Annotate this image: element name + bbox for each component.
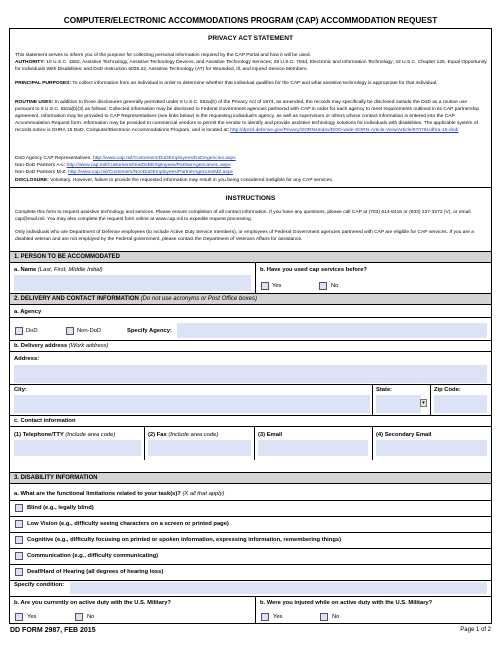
divider (10, 340, 491, 341)
rep-dod-link[interactable]: http://www.cap.mil/Customers/DoDEmployees/DoDAgencies.aspx (92, 156, 236, 161)
divider (372, 384, 373, 415)
divider (255, 596, 256, 624)
state-select[interactable] (376, 395, 421, 413)
injured-yes-label: Yes (273, 614, 283, 620)
telephone-field[interactable] (14, 440, 141, 456)
privacy-authority (15, 59, 487, 73)
section1-bar: 1. PERSON TO BE ACCOMMODATED (10, 251, 491, 263)
agency-nondod-label: Non-DoD (77, 328, 102, 334)
disclosure-text: Voluntary. However, failure to provide the requested information may result in you being considered ineligible for any CAP services. (50, 178, 334, 183)
fax-label-text: (2) Fax (148, 432, 167, 438)
used-yes-label: Yes (272, 283, 282, 289)
divider (10, 415, 491, 416)
rep-nondod-al-label: Non-DoD Partners A-L: (15, 163, 66, 168)
used-no-checkbox[interactable] (319, 282, 327, 290)
divider (10, 351, 491, 352)
divider (255, 263, 256, 293)
privacy-intro: This statement serves to inform you of the purpose for collecting personal information required by the CAP Portal and how it will be used. (15, 53, 311, 58)
divider (10, 596, 491, 597)
privacy-routine (15, 99, 487, 134)
name-label-text: a. Name (14, 267, 37, 273)
rep-nondod-mz-line (15, 169, 487, 176)
name-hint: (Last, First, Middle Initial) (37, 267, 103, 273)
divider (10, 532, 491, 533)
specify-condition-label: Specify condition: (14, 582, 65, 588)
rep-dod-line (15, 155, 487, 162)
zip-label: Zip Code: (434, 387, 461, 393)
agency-dod-checkbox[interactable] (15, 327, 23, 335)
instructions-heading: INSTRUCTIONS (225, 195, 276, 202)
name-label (14, 267, 103, 273)
secondary-email-label: (4) Secondary Email (376, 432, 432, 438)
routine-label: ROUTINE USES: (15, 100, 54, 105)
divider (144, 426, 145, 460)
used-yes-checkbox[interactable] (261, 282, 269, 290)
authority-text: 10 U.S.C. 1582, Assistive Technology, Assistive Technology Devices, and Assistive Technology Services; 29 U.S.C. 794d, Electronic and Information Technology; 42 U.S.C. Chapter 126, Equal Opportunity for Individuals With Disabilities; and DoD Instruction 6025.22, Assistive Technology (AT) for Wounded, Ill, and Injured Service Members. (15, 60, 487, 73)
injured-yes-checkbox[interactable] (261, 613, 269, 621)
injured-no-checkbox[interactable] (320, 613, 328, 621)
purposes-label: PRINCIPAL PURPOSES: (15, 81, 72, 86)
rep-nondod-mz-link[interactable]: http://www.cap.mil/Customers/NonDoDEmployees/PartnerAgenciesMZ.aspx (68, 170, 233, 175)
injured-no-label: No (332, 614, 340, 620)
divider (430, 384, 431, 415)
name-field[interactable] (14, 275, 251, 291)
divider (10, 187, 491, 188)
limitations-question (14, 491, 224, 497)
section2-title: 2. DELIVERY AND CONTACT INFORMATION (14, 296, 139, 302)
low-vision-checkbox[interactable] (15, 520, 23, 528)
active-duty-no-checkbox[interactable] (75, 613, 83, 621)
page-number: Page 1 of 2 (460, 627, 491, 633)
routine-text: In addition to those disclosures generally permitted under 5 U.S.C. 552a(b) of the Privacy Act of 1974, as amended, the records may specifically be disclosed outside the DoD as a routine use pursuant to 5 U.S.C. 552a(b)(3) as follows: Collected information may be disclosed to Federal Government agencies partnered with CAP in order for each agency to meet requirements outlined in its CAP partnership agreement. Information may be provided to CAP Representatives (see links below) in the requesting individual's agency, as well as supervisors or others whose contact information is entered into the CAP Accommodation Request form. Information may be provided to commercial vendors to permit the vendor to identify and provide assistive technology solutions for individuals with disabilities. The applicable system of records notice is DHRA 15 DoD, Computer/Electronic Accommodations Program, and is located at: (15, 100, 480, 134)
rep-nondod-al-link[interactable]: http://www.cap.mil/Customers/NonDoDEmployees/PartnerAgenciesAL.aspx (66, 163, 231, 168)
disclosure-label: DISCLOSURE: (15, 178, 49, 183)
divider (10, 500, 491, 501)
section3-bar: 3. DISABILITY INFORMATION (10, 472, 491, 484)
purposes-text: To collect information from an individual in order to determine whether that individual qualifies for the CAP and what assistive technology is appropriate for that individual. (72, 81, 438, 86)
delivery-label (14, 343, 108, 349)
rep-nondod-al-line (15, 162, 487, 169)
rep-dod-label: DoD Agency CAP Representatives: (15, 156, 92, 161)
divider (372, 426, 373, 460)
cognitive-checkbox[interactable] (15, 536, 23, 544)
active-duty-yes-checkbox[interactable] (15, 613, 23, 621)
limitations-hint: (X all that apply) (182, 491, 225, 497)
sorn-link[interactable]: http://dpcld.defense.gov/Privacy/SORNsIndex/DOD-wide-SORN-Article-View/Article/570761/dhra-15-dod/ (230, 128, 459, 134)
used-cap-label: b. Have you used cap services before? (260, 267, 367, 273)
fax-field[interactable] (148, 440, 251, 456)
section2-hint: (Do not use acronyms or Post Office boxes) (140, 296, 257, 302)
secondary-email-field[interactable] (376, 440, 487, 456)
communication-label: Communication (e.g., difficulty communicating) (27, 553, 159, 559)
divider (254, 426, 255, 460)
address-field[interactable] (14, 365, 487, 383)
zip-field[interactable] (434, 395, 487, 413)
fax-label (148, 432, 218, 438)
divider (10, 564, 491, 565)
deaf-label: Deaf/Hard of Hearing (all degrees of hearing loss) (27, 569, 164, 575)
active-duty-yes-label: Yes (27, 614, 37, 620)
limitations-question-text: a. What are the functional limitations related to your task(s)? (14, 491, 181, 497)
section2-bar (10, 293, 491, 305)
cognitive-label: Cognitive (e.g., difficulty focusing on printed or spoken information, expressing information, remembering things) (27, 537, 342, 543)
address-label: Address: (14, 356, 40, 362)
divider (10, 426, 491, 427)
privacy-heading: PRIVACY ACT STATEMENT (208, 35, 293, 42)
used-no-label: No (331, 283, 339, 289)
city-label: City: (14, 387, 27, 393)
delivery-label-text: b. Delivery address (14, 343, 68, 349)
fax-hint: (Include area code) (168, 432, 219, 438)
agency-nondod-checkbox[interactable] (66, 327, 74, 335)
active-duty-question: b. Are you currently on active duty with the U.S. Military? (14, 600, 171, 606)
telephone-label-text: (1) Telephone/TTY (14, 432, 64, 438)
privacy-disclosure (15, 177, 487, 184)
authority-label: AUTHORITY: (15, 60, 45, 65)
email-field[interactable] (258, 440, 368, 456)
divider (10, 548, 491, 549)
instructions-p1: Complete this form to request assistive technology and services. Please ensure completion of all contact information. If you have any questions, please call CAP at (703) 614-8416 or (833) 227-3272 (V), or email cap@mail.mil. You may also complete the request form online at www.cap.mil to expedite request processing. (15, 210, 471, 223)
telephone-hint: (Include area code) (65, 432, 116, 438)
telephone-label (14, 432, 115, 438)
specify-agency-label: Specify Agency: (127, 328, 172, 334)
specify-agency-field[interactable] (177, 323, 487, 338)
form-id: DD FORM 2987, FEB 2015 (10, 627, 96, 634)
divider (10, 317, 491, 318)
email-label: (3) Email (258, 432, 283, 438)
city-field[interactable] (14, 395, 370, 413)
blind-checkbox[interactable] (15, 504, 23, 512)
blind-label: Blind (e.g., legally blind) (27, 505, 94, 511)
privacy-purposes (15, 80, 487, 87)
active-duty-no-label: No (87, 614, 95, 620)
contact-label: c. Contact information (14, 418, 76, 424)
delivery-hint: (Work address) (68, 343, 109, 349)
divider (10, 580, 491, 581)
form-frame (9, 28, 492, 624)
low-vision-label: Low Vision (e.g., difficulty seeing characters on a screen or printed page) (27, 521, 229, 527)
form-title: COMPUTER/ELECTRONIC ACCOMMODATIONS PROGRAM (CAP) ACCOMMODATION REQUEST (63, 16, 438, 25)
agency-dod-label: DoD (26, 328, 38, 334)
divider (10, 384, 491, 385)
divider (10, 516, 491, 517)
communication-checkbox[interactable] (15, 552, 23, 560)
instructions-p2: Only individuals who are Department of Defense employees (to include Active Duty Service members), or employees of Federal Government agencies partnered with CAP are eligible for CAP services. If you are a disabled veteran and are not employed by the Federal government, please contact the Department of Veterans Affairs for assistance. (15, 230, 474, 243)
rep-nondod-mz-label: Non-DoD Partners M-Z: (15, 170, 67, 175)
agency-label: a. Agency (14, 309, 42, 315)
specify-condition-field[interactable] (70, 582, 487, 594)
injured-question: b. Were you injured while on active duty with the U.S. Military? (260, 600, 433, 606)
state-label: State: (376, 387, 393, 393)
state-dropdown-icon[interactable]: ▾ (420, 399, 427, 407)
deaf-checkbox[interactable] (15, 568, 23, 576)
